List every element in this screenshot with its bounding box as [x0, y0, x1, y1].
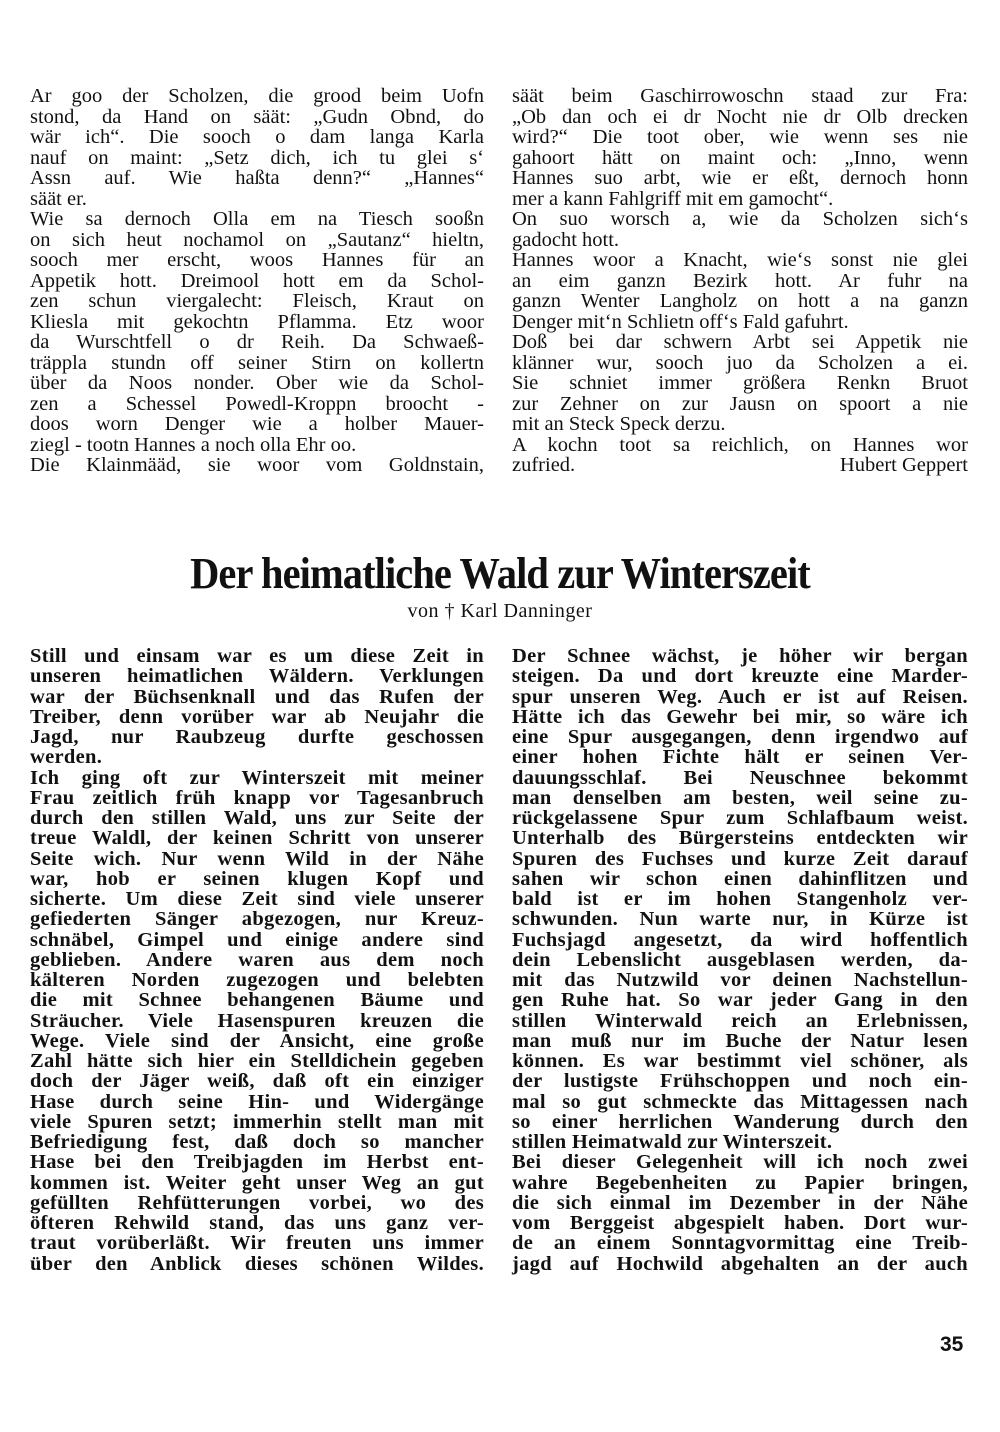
text-line: die mit Schnee behangenen Bäume und: [30, 989, 484, 1012]
paragraph: [30, 209, 484, 455]
text-line: an eim ganzn Bezirk hott. Ar fuhr na: [512, 269, 968, 292]
text-line: Fuchsjagd angesetzt, da wird hoffentlich: [512, 928, 968, 951]
article1-column-right: [512, 86, 968, 476]
text-line: Hätte ich das Gewehr bei mir, so wäre ich: [512, 705, 968, 728]
text-line: Ich ging oft zur Winterszeit mit meiner: [30, 766, 484, 789]
text-line: Seite wich. Nur wenn Wild in der Nähe: [30, 847, 484, 870]
text-line: schnäbel, Gimpel und einige andere sind: [30, 928, 484, 951]
text-line: über den Anblick dieses schönen Wildes.: [30, 1252, 484, 1275]
text-line: kommen ist. Weiter geht unser Weg an gut: [30, 1171, 484, 1194]
text-line: geblieben. Andere waren aus dem noch: [30, 948, 484, 971]
text-line: Appetik hott. Dreimool hott em da Schol-: [30, 269, 484, 292]
text-line: gefüllten Rehfütterungen vorbei, wo des: [30, 1191, 484, 1214]
text-line: mit an Steck Speck derzu.: [512, 413, 726, 435]
text-line: Denger mit‘n Schlietn off‘s Fald gafuhrt.: [512, 310, 849, 333]
article2-column-left: [30, 646, 484, 1274]
text-line: wahre Begebenheiten zu Papier bringen,: [512, 1171, 968, 1194]
text-line: säät er.: [30, 187, 87, 210]
text-line: Sie schniet immer größera Renkn Bruot: [512, 372, 968, 394]
text-line: war der Büchsenknall und das Rufen der: [30, 685, 484, 708]
text-line: treue Waldl, der keinen Schritt von unserer: [30, 827, 484, 850]
article-byline: von † Karl Danninger: [407, 600, 593, 622]
text-line: Assn auf. Wie haßta denn?“ „Hannes“: [30, 167, 484, 189]
text-line: Die Klainmääd, sie woor vom Goldnstain,: [30, 454, 484, 476]
text-line: schwunden. Nun warte nur, in Kürze ist: [512, 908, 968, 931]
text-line: Sträucher. Viele Hasenspuren kreuzen die: [30, 1009, 484, 1032]
paragraph: [30, 455, 484, 476]
text-line: gadocht hott.: [512, 228, 620, 251]
paragraph: [512, 250, 968, 332]
text-line: öfteren Rehwild stand, das uns ganz ver-: [30, 1212, 484, 1234]
text-line: Hase durch seine Hin- und Widergänge: [30, 1090, 484, 1113]
paragraph: [30, 646, 484, 768]
text-line: mer a kann Fahlgriff mit em gamocht“.: [512, 187, 834, 210]
text-line: Treiber, denn vorüber war ab Neujahr die: [30, 705, 484, 728]
paragraph: [512, 435, 968, 456]
text-line: doch der Jäger weiß, daß oft ein einziger: [30, 1070, 484, 1093]
page-number: 35: [940, 1333, 964, 1356]
text-line: Doß bei dar schwern Arbt sei Appetik nie: [512, 331, 968, 353]
text-line: On suo worsch a, wie da Scholzen sich‘s: [512, 208, 968, 230]
text-line: doos worn Denger wie a holber Mauer-: [30, 413, 484, 435]
text-line: mit das Nutzwild vor deinen Nachstellun-: [512, 969, 968, 991]
paragraph: [512, 1152, 968, 1274]
text-line: eine Spur ausgegangen, denn irgendwo auf: [512, 726, 968, 748]
text-line: gen Ruhe hat. So war jeder Gang in den: [512, 989, 968, 1012]
text-line: steigen. Da und dort kreuzte eine Marder-: [512, 665, 968, 688]
text-line: Zahl hätte sich hier ein Stelldichein gegeben: [30, 1050, 484, 1072]
paragraph: [30, 768, 484, 1274]
text-line: so einer herrlichen Wanderung durch den: [512, 1110, 968, 1133]
text-line: einer hohen Fichte hält er seinen Ver-: [512, 746, 968, 769]
paragraph: [512, 332, 968, 435]
text-line: säät beim Gaschirrowoschn staad zur Fra:: [512, 85, 968, 107]
text-line: zur Zehner on zur Jausn on spoort a nie: [512, 392, 968, 415]
text-line: stillen Heimatwald zur Winterszeit.: [512, 1131, 833, 1153]
paragraph: [512, 86, 968, 209]
text-line: ganzn Wenter Langholz on hott a na ganzn: [512, 290, 968, 312]
text-line: gefiederten Sänger abgezogen, nur Kreuz-: [30, 908, 484, 931]
text-line: Hase bei den Treibjagden im Herbst ent-: [30, 1151, 484, 1174]
text-line: mal so gut schmeckte das Mittagessen nach: [512, 1090, 968, 1113]
text-line: man denselben am besten, weil seine zu-: [512, 786, 968, 809]
text-line: träppla stundn off seiner Stirn on kollertn: [30, 351, 484, 374]
text-line: man muß nur im Buche der Natur lesen: [512, 1029, 968, 1052]
author-name: Hubert Geppert: [839, 454, 968, 476]
text-line: dauungsschlaf. Bei Neuschnee bekommt: [512, 766, 968, 789]
text-line: gahoort hätt on maint och: „Inno, wenn: [512, 146, 968, 169]
text-line: sicherte. Um diese Zeit sind viele unserer: [30, 888, 484, 910]
text-line: wär ich“. Die sooch o dam langa Karla: [30, 126, 484, 148]
text-line: stillen Winterwald reich an Erlebnissen,: [512, 1009, 968, 1032]
text-line: Kliesla mit gekochtn Pflamma. Etz woor: [30, 310, 484, 333]
paragraph: [30, 86, 484, 209]
text-line: über da Noos nonder. Ober wie da Schol-: [30, 372, 484, 394]
text-line: Ar goo der Scholzen, die grood beim Uofn: [30, 85, 484, 107]
article-title: Der heimatliche Wald zur Winterszeit: [190, 549, 810, 598]
text-line: zen a Schessel Powedl-Kroppn broocht -: [30, 392, 484, 415]
text-line: dein Lebenslicht ausgeblasen werden, da-: [512, 948, 968, 971]
paragraph: [512, 646, 968, 1152]
text-line: ziegl - tootn Hannes a noch olla Ehr oo.: [30, 433, 357, 456]
article1-column-left: [30, 86, 484, 476]
text-line: der lustigste Frühschoppen und noch ein-: [512, 1070, 968, 1093]
text-line: werden.: [30, 746, 103, 769]
text-line: Frau zeitlich früh knapp vor Tagesanbruch: [30, 786, 484, 809]
text-line: Hannes woor a Knacht, wie‘s sonst nie glei: [512, 249, 968, 271]
text-line: de an einem Sonntagvormittag eine Treib-: [512, 1232, 968, 1255]
text-line: wird?“ Die toot ober, wie wenn ses nie: [512, 126, 968, 148]
text-line: traut vorüberläßt. Wir freuten uns immer: [30, 1232, 484, 1255]
text-line: die sich einmal im Dezember in der Nähe: [512, 1191, 968, 1214]
text-line: da Wurschtfell o dr Reih. Da Schwaeß-: [30, 331, 484, 353]
text-line: zen schun viergalecht: Fleisch, Kraut on: [30, 290, 484, 312]
article2-column-right: [512, 646, 968, 1274]
text-line: Der Schnee wächst, je höher wir bergan: [512, 645, 968, 667]
text-line: stond, da Hand on säät: „Gudn Obnd, do: [30, 105, 484, 128]
closing-text: zufried.: [512, 454, 576, 476]
text-line: viele Spuren setzt; immerhin stellt man mit: [30, 1110, 484, 1133]
text-line: Befriedigung fest, daß doch so mancher: [30, 1131, 484, 1153]
text-line: durch den stillen Wald, uns zur Seite der: [30, 807, 484, 829]
text-line: Unterhalb des Bürgersteins entdeckten wir: [512, 827, 968, 850]
text-line: klänner wur, sooch juo da Scholzen a ei.: [512, 351, 968, 374]
signature-line: [512, 455, 968, 476]
text-line: sooch mer erscht, woos Hannes für an: [30, 249, 484, 271]
text-line: „Ob dan och ei dr Nocht nie dr Olb drecken: [512, 105, 968, 128]
text-line: A kochn toot sa reichlich, on Hannes wor: [512, 433, 968, 456]
text-line: Wege. Viele sind der Ansicht, eine große: [30, 1029, 484, 1052]
text-line: können. Es war bestimmt viel schöner, als: [512, 1050, 968, 1072]
text-line: Bei dieser Gelegenheit will ich noch zwei: [512, 1151, 968, 1174]
text-line: jagd auf Hochwild abgehalten an der auch: [512, 1252, 968, 1275]
text-line: vom Berggeist abgespielt haben. Dort wur-: [512, 1212, 968, 1234]
text-line: war, hob er seinen klugen Kopf und: [30, 867, 484, 890]
text-line: Still und einsam war es um diese Zeit in: [30, 645, 484, 667]
text-line: bald ist er im hohen Stangenholz ver-: [512, 888, 968, 910]
text-line: spur unseren Weg. Auch er ist auf Reisen.: [512, 685, 968, 708]
text-line: on sich heut nochamol on „Sautanz“ hieltn,: [30, 228, 484, 251]
text-line: Hannes suo arbt, wie er eßt, dernoch honn: [512, 167, 968, 189]
text-line: Spuren des Fuchses und kurze Zeit darauf: [512, 847, 968, 870]
text-line: nauf on maint: „Setz dich, ich tu glei s‘: [30, 146, 484, 169]
text-line: Jagd, nur Raubzeug durfte geschossen: [30, 726, 484, 748]
text-line: rückgelassene Spur zum Schlafbaum weist.: [512, 807, 968, 829]
text-line: unseren heimatlichen Wäldern. Verklungen: [30, 665, 484, 688]
text-line: Wie sa dernoch Olla em na Tiesch sooßn: [30, 208, 484, 230]
paragraph: [512, 209, 968, 250]
text-line: sahen wir schon einen dahinflitzen und: [512, 867, 968, 890]
text-line: kälteren Norden zugezogen und belebten: [30, 969, 484, 991]
